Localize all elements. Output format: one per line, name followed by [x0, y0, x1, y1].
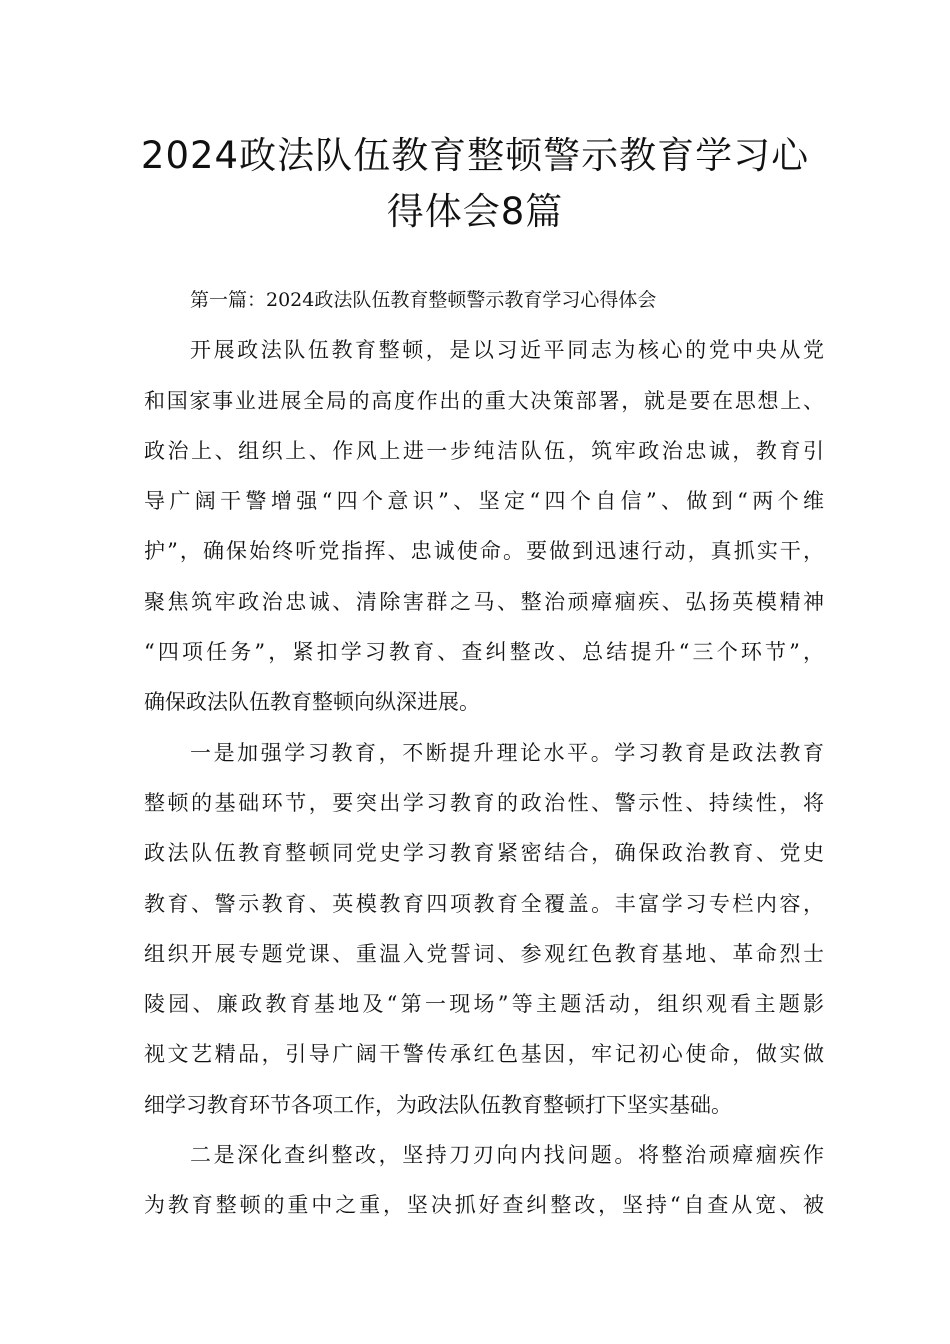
text-line: 政法队伍教育整顿同党史学习教育紧密结合，确保政治教育、党史: [144, 841, 824, 866]
text-line: 为教育整顿的重中之重，坚决抓好查纠整改，坚持“自查从宽、被: [144, 1193, 824, 1218]
title-line-1: 2024政法队伍教育整顿警示教育学习心: [140, 134, 810, 177]
text-line: 护”，确保始终听党指挥、忠诚使命。要做到迅速行动，真抓实干，: [144, 539, 824, 564]
text-line: 政治上、组织上、作风上进一步纯洁队伍，筑牢政治忠诚，教育引: [144, 438, 824, 463]
text-line: “四项任务”，紧扣学习教育、查纠整改、总结提升“三个环节”，: [144, 640, 824, 665]
text-line: 聚焦筑牢政治忠诚、清除害群之马、整治顽瘴痼疾、弘扬英模精神: [144, 589, 824, 614]
text-line: 开展政法队伍教育整顿，是以习近平同志为核心的党中央从党: [190, 338, 824, 363]
text-line: 确保政法队伍教育整顿向纵深进展。: [144, 690, 480, 715]
text-line: 导广阔干警增强“四个意识”、坚定“四个自信”、做到“两个维: [144, 489, 824, 514]
text-line: 教育、警示教育、英模教育四项教育全覆盖。丰富学习专栏内容，: [144, 891, 824, 916]
section-heading: 第一篇：2024政法队伍教育整顿警示教育学习心得体会: [190, 289, 657, 311]
document-body: [144, 280, 824, 1236]
document-title: [120, 128, 830, 240]
text-line: 陵园、廉政教育基地及“第一现场”等主题活动，组织观看主题影: [144, 992, 824, 1017]
title-line-2: 得体会8篇: [386, 190, 564, 233]
text-line: 和国家事业进展全局的高度作出的重大决策部署，就是要在思想上、: [144, 388, 824, 413]
text-line: 一是加强学习教育，不断提升理论水平。学习教育是政法教育: [190, 740, 824, 765]
text-line: 整顿的基础环节，要突出学习教育的政治性、警示性、持续性，将: [144, 790, 824, 815]
text-line: 细学习教育环节各项工作，为政法队伍教育整顿打下坚实基础。: [144, 1092, 732, 1117]
text-line: 视文艺精品，引导广阔干警传承红色基因，牢记初心使命，做实做: [144, 1042, 824, 1067]
text-line: 二是深化查纠整改，坚持刀刃向内找问题。将整治顽瘴痼疾作: [190, 1143, 824, 1168]
text-line: 组织开展专题党课、重温入党誓词、参观红色教育基地、革命烈士: [144, 941, 824, 966]
